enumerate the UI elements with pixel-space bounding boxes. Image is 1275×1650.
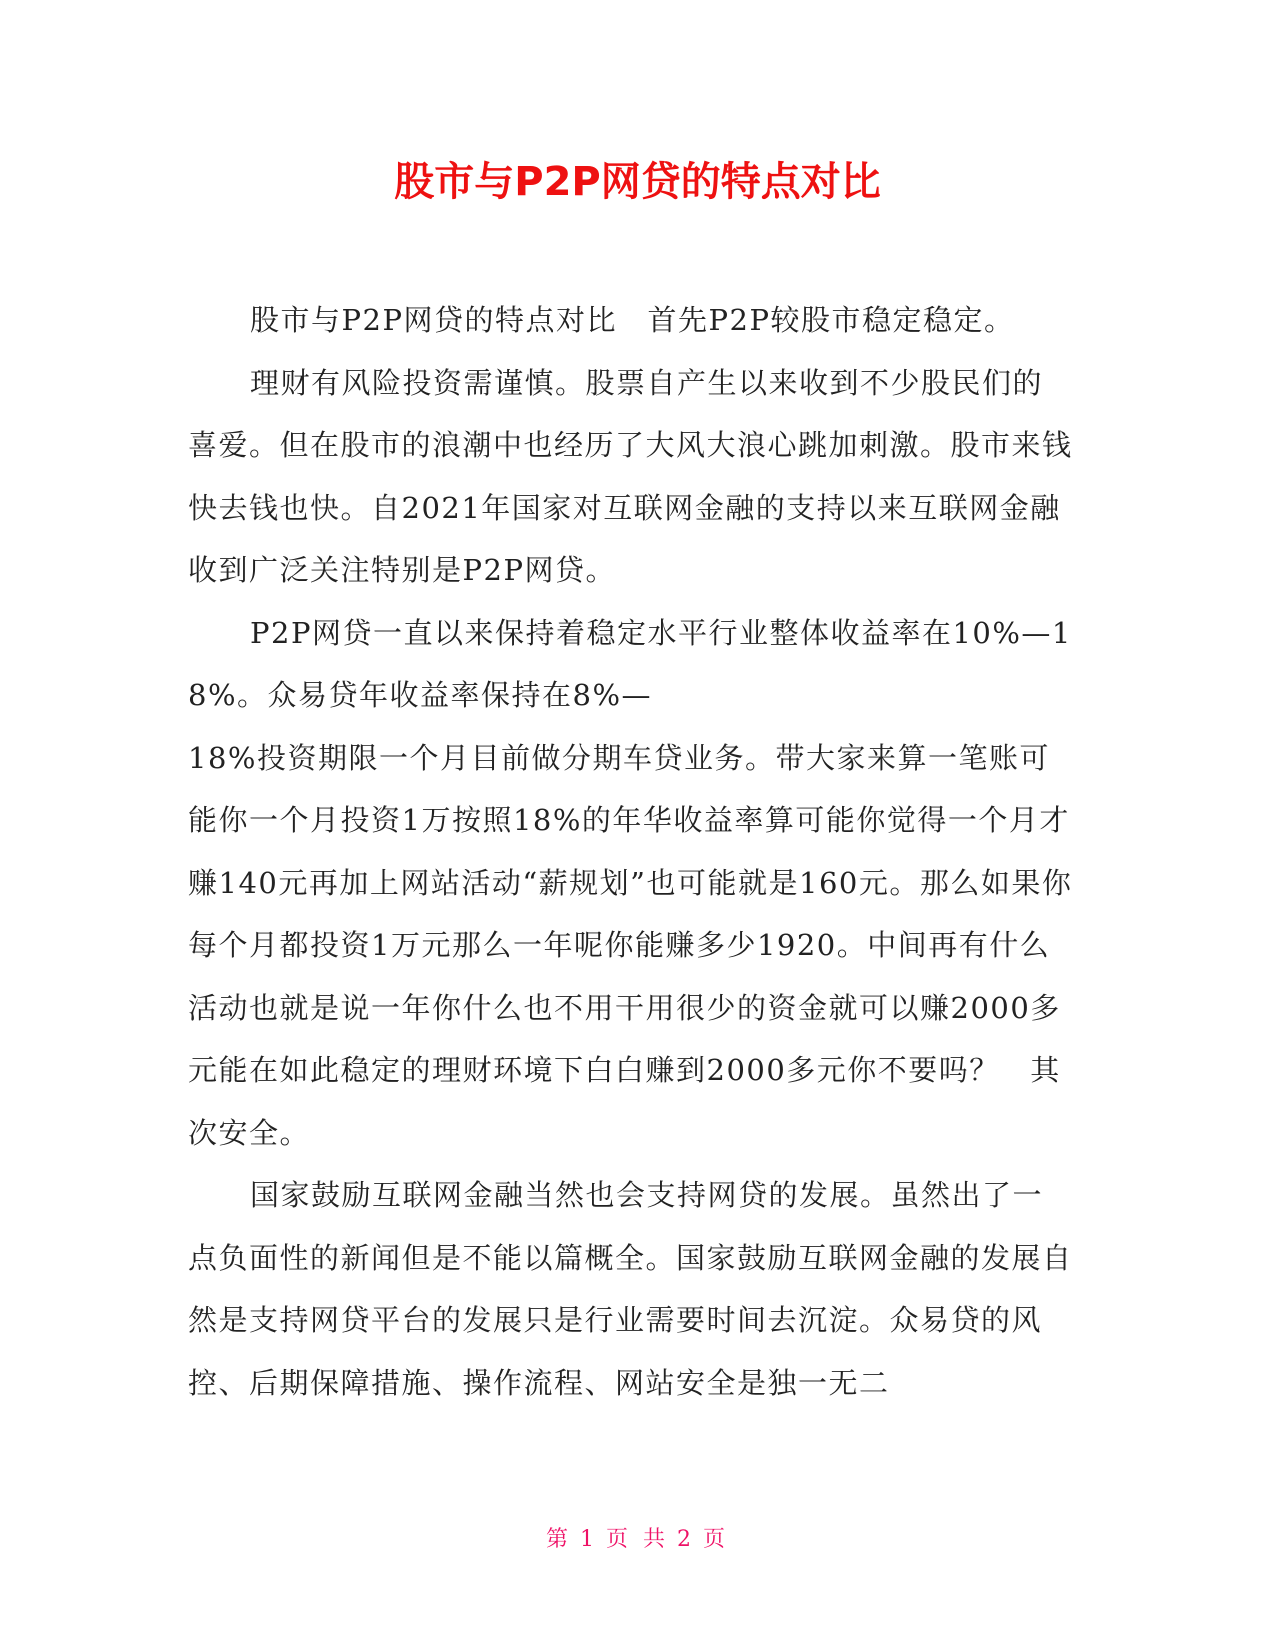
footer-prefix: 第 [545,1527,572,1552]
footer-total-pages: 2 [677,1527,695,1552]
paragraph-intro: 股市与P2P网贷的特点对比 首先P2P较股市稳定稳定。 [250,303,1015,337]
footer-middle: 页 共 [606,1527,669,1552]
document-body [188,289,1073,1414]
footer-current-page: 1 [580,1527,598,1552]
page-footer [0,1525,1275,1555]
paragraph-safety: 国家鼓励互联网金融当然也会支持网贷的发展。虽然出了一点负面性的新闻但是不能以篇概全。国家鼓励互联网金融的发展自然是支持网贷平台的发展只是行业需要时间去沉淀。众易贷的风控、后期保障措施、操作流程、网站安全是独一无二 [188,1178,1073,1400]
footer-suffix: 页 [703,1527,730,1552]
document-title: 股市与P2P网贷的特点对比 [394,159,881,205]
paragraph-risk: 理财有风险投资需谨慎。股票自产生以来收到不少股民们的喜爱。但在股市的浪潮中也经历了大风大浪心跳加刺激。股市来钱快去钱也快。自2021年国家对互联网金融的支持以来互联网金融收到广泛关注特别是P2P网贷。 [188,365,1073,587]
paragraph-calculation: 18%投资期限一个月目前做分期车贷业务。带大家来算一笔账可能你一个月投资1万按照18%的年华收益率算可能你觉得一个月才赚140元再加上网站活动“薪规划”也可能就是160元。那么如果你每个月都投资1万元那么一年呢你能赚多少1920。中间再有什么活动也就是说一年你什么也不用干用很少的资金就可以赚2000多元能在如此稳定的理财环境下白白赚到2000多元你不要吗？ 其次安全。 [188,740,1073,1150]
paragraph-yield: P2P网贷一直以来保持着稳定水平行业整体收益率在10%—18%。众易贷年收益率保持在8%— [188,615,1072,712]
